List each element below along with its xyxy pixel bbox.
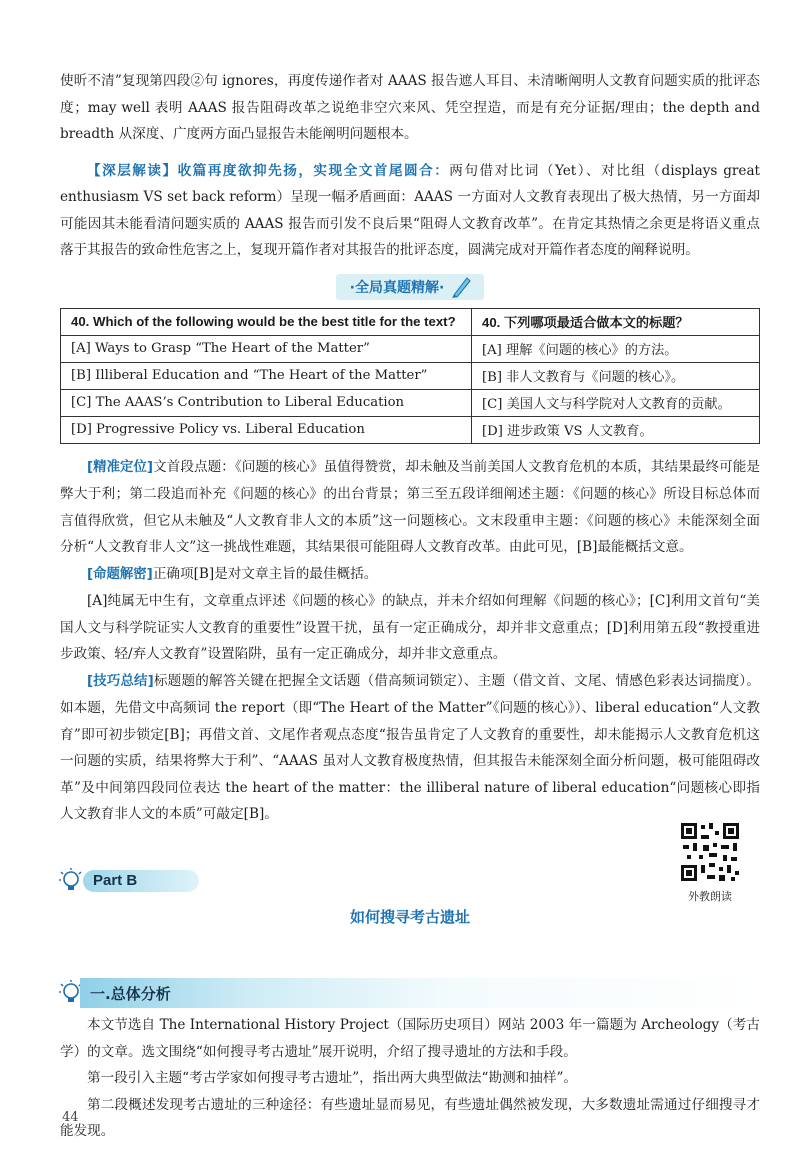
decode-paragraph [60,561,760,589]
table-row [61,389,760,416]
option-en: [A] Ways to Grasp “The Heart of the Matter” [61,335,472,362]
precise-label: [精准定位] [87,459,154,475]
section-heading-label: 一.总体分析 [90,985,171,1003]
option-en: [D] Progressive Policy vs. Liberal Education [61,416,472,443]
precise-paragraph [60,454,760,561]
option-en: [C] The AAAS’s Contribution to Liberal Education [61,389,472,416]
part-b-label: Part B [93,872,138,889]
lightbulb-icon [58,867,84,895]
analysis-paragraph: 第一段引入主题“考古学家如何搜寻考古遗址”，指出两大典型做法“勘测和抽样”。 [87,1070,577,1086]
option-zh: [B] 非人文教育与《问题的核心》。 [472,362,760,389]
deep-reading-paragraph [60,158,760,264]
deep-reading-label: 【深层解读】收篇再度欲抑先扬，实现全文首尾圆合： [87,162,450,179]
question-en: 40. Which of the following would be the best title for the text? [61,308,472,335]
global-exam-banner [336,274,485,300]
tech-text: 标题题的解答关键在把握全文话题（借高频词锁定）、主题（借文首、文尾、情感色彩表达词揣度）。如本题，先借文中高频词 the report（即“The Heart of the Matter”《问题的核心》）、liberal education“人文教育”即可初步锁定[B]；再借文首、文尾作者观点态度“报告虽肯定了人文教育的重要性，却未能揭示人文教育危机这一问题的实质，结果将弊大于利”、“AAAS 虽对人文教育极度热情，但其报告未能深刻全面分析问题，极可能阻碍改革”及中间第四段同位表达 the heart of the matter：the illiberal nature of liberal education“问题核心即指人文教育非人文的本质”可敲定[B]。 [60,672,760,822]
question-table [60,308,760,444]
qr-label: 外教朗读 [688,890,732,903]
decode-label: [命题解密] [87,566,153,582]
option-zh: [D] 进步政策 VS 人文教育。 [472,416,760,443]
decode-detail: [A]纯属无中生有，文章重点评述《问题的核心》的缺点，并未介绍如何理解《问题的核心》；[C]利用文首句“美国人文与科学院证实人文教育的重要性”设置干扰，虽有一定正确成分，却并非文意重点；[D]利用第五段“教授重进步政策、轻/弃人文教育”设置陷阱，虽有一定正确成分，却并非文意重点。 [60,593,760,662]
decode-text: 正确项[B]是对文章主旨的最佳概括。 [152,565,378,582]
page-number: 44 [62,1110,79,1125]
option-zh: [A] 理解《问题的核心》的方法。 [472,335,760,362]
banner-label: ·全局真题精解· [349,279,445,296]
option-zh: [C] 美国人文与科学院对人文教育的贡献。 [472,389,760,416]
tech-label: [技巧总结] [87,673,154,689]
part-b-heading [58,867,762,907]
pen-icon [450,275,472,299]
qr-code-icon[interactable] [679,821,741,883]
table-row [61,416,760,443]
precise-text: 文首段点题：《问题的核心》虽值得赞赏，却未触及当前美国人文教育危机的本质，其结果最终可能是弊大于利；第二段追而补充《问题的核心》的出台背景；第三至五段详细阐述主题：《问题的核心》所设目标总体而言值得欣赏，但它从未触及“人文教育非人文的本质”这一问题核心。文末段重申主题：《问题的核心》未能深刻全面分析“人文教育非人文”这一挑战性难题，其结果很可能阻碍人文教育改革。由此可见，[B]最能概括文意。 [60,458,760,555]
paragraph-top: 使昕不清”复现第四段②句 ignores，再度传递作者对 AAAS 报告遮人耳目、未清晰阐明人文教育问题实质的批评态度；may well 表明 AAAS 报告阻碍改革之说绝非空穴来风、凭空捏造，而是有充分证据/理由；the depth and breadth 从深度、广度两方面凸显报告未能阐明问题根本。 [60,73,760,142]
article-title: 如何搜寻考古遗址 [349,908,470,926]
question-zh: 40. 下列哪项最适合做本文的标题？ [472,308,760,335]
deep-reading-text: 两句借对比词（Yet）、对比组（displays great enthusiasm VS set back reform）呈现一幅矛盾画面：AAAS 一方面对人文教育表现出了极大热情，另一方面却可能因其未能看清问题实质的 AAAS 报告而引发不良后果“阻碍人文教育改革”。在肯定其热情之余更是将语义重点落于其报告的致命性危害之上，复现开篇作者对其报告的批评态度，圆满完成对开篇作者态度的阐释说明。 [60,162,761,258]
tech-paragraph [60,668,760,828]
table-row [61,362,760,389]
table-header-row [61,308,760,335]
table-row [61,335,760,362]
analysis-block [60,1012,760,1145]
section-heading [58,976,762,1008]
analysis-paragraph: 第二段概述发现考古遗址的三种途径：有些遗址显而易见，有些遗址偶然被发现，大多数遗址需通过仔细搜寻才能发现。 [60,1096,760,1139]
option-en: [B] Illiberal Education and “The Heart of the Matter” [61,362,472,389]
analysis-paragraph: 本文节选自 The International History Project（国际历史项目）网站 2003 年一篇题为 Archeology（考古学）的文章。选文围绕“如何搜寻考古遗址”展开说明，介绍了搜寻遗址的方法和手段。 [60,1017,760,1060]
